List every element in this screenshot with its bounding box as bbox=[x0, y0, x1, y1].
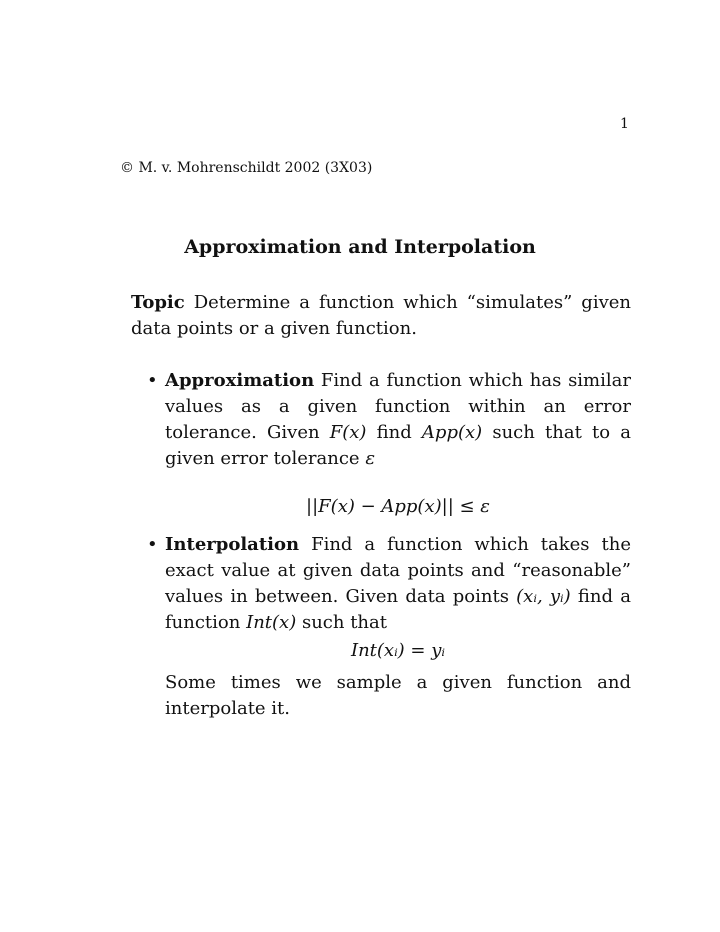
interpolation-note: Some times we sample a given function and interpolate it. bbox=[165, 672, 631, 719]
interpolation-text-1: Find a function which takes the exact value at given data points and “reasonable” values in between. Given data points bbox=[165, 534, 631, 607]
topic-paragraph bbox=[131, 290, 631, 342]
topic-label: Topic bbox=[131, 292, 185, 313]
approximation-equation: ||F(x) − App(x)|| ≤ ε bbox=[306, 496, 490, 517]
interpolation-math-2: Int(x) bbox=[246, 612, 297, 633]
term-approximation: Approximation bbox=[165, 370, 315, 391]
topic-text: Determine a function which “simulates” given data points or a given function. bbox=[131, 292, 631, 339]
approximation-math-3: ε bbox=[365, 448, 375, 469]
interpolation-math-1: (xᵢ, yᵢ) bbox=[516, 586, 571, 607]
approximation-text-2: find bbox=[376, 422, 412, 443]
approximation-math-2: App(x) bbox=[421, 422, 483, 443]
bullet-icon: • bbox=[147, 534, 158, 555]
interpolation-text-2: find a function bbox=[165, 586, 631, 633]
list-item-approximation bbox=[131, 368, 631, 520]
term-interpolation: Interpolation bbox=[165, 534, 300, 555]
bullet-list bbox=[131, 368, 631, 722]
section-title: Approximation and Interpolation bbox=[184, 236, 536, 258]
copyright-line: © M. v. Mohrenschildt 2002 (3X03) bbox=[120, 160, 373, 176]
approximation-math-1: F(x) bbox=[329, 422, 367, 443]
approximation-text-1: Find a function which has similar values as a given function within an error tolerance. Given bbox=[165, 370, 631, 443]
approximation-text-3: such that to a given error tolerance bbox=[165, 422, 631, 469]
bullet-icon: • bbox=[147, 370, 158, 391]
interpolation-equation: Int(xᵢ) = yᵢ bbox=[350, 640, 446, 661]
interpolation-text-3: such that bbox=[301, 612, 387, 633]
page-number: 1 bbox=[620, 116, 629, 132]
list-item-interpolation bbox=[131, 532, 631, 722]
